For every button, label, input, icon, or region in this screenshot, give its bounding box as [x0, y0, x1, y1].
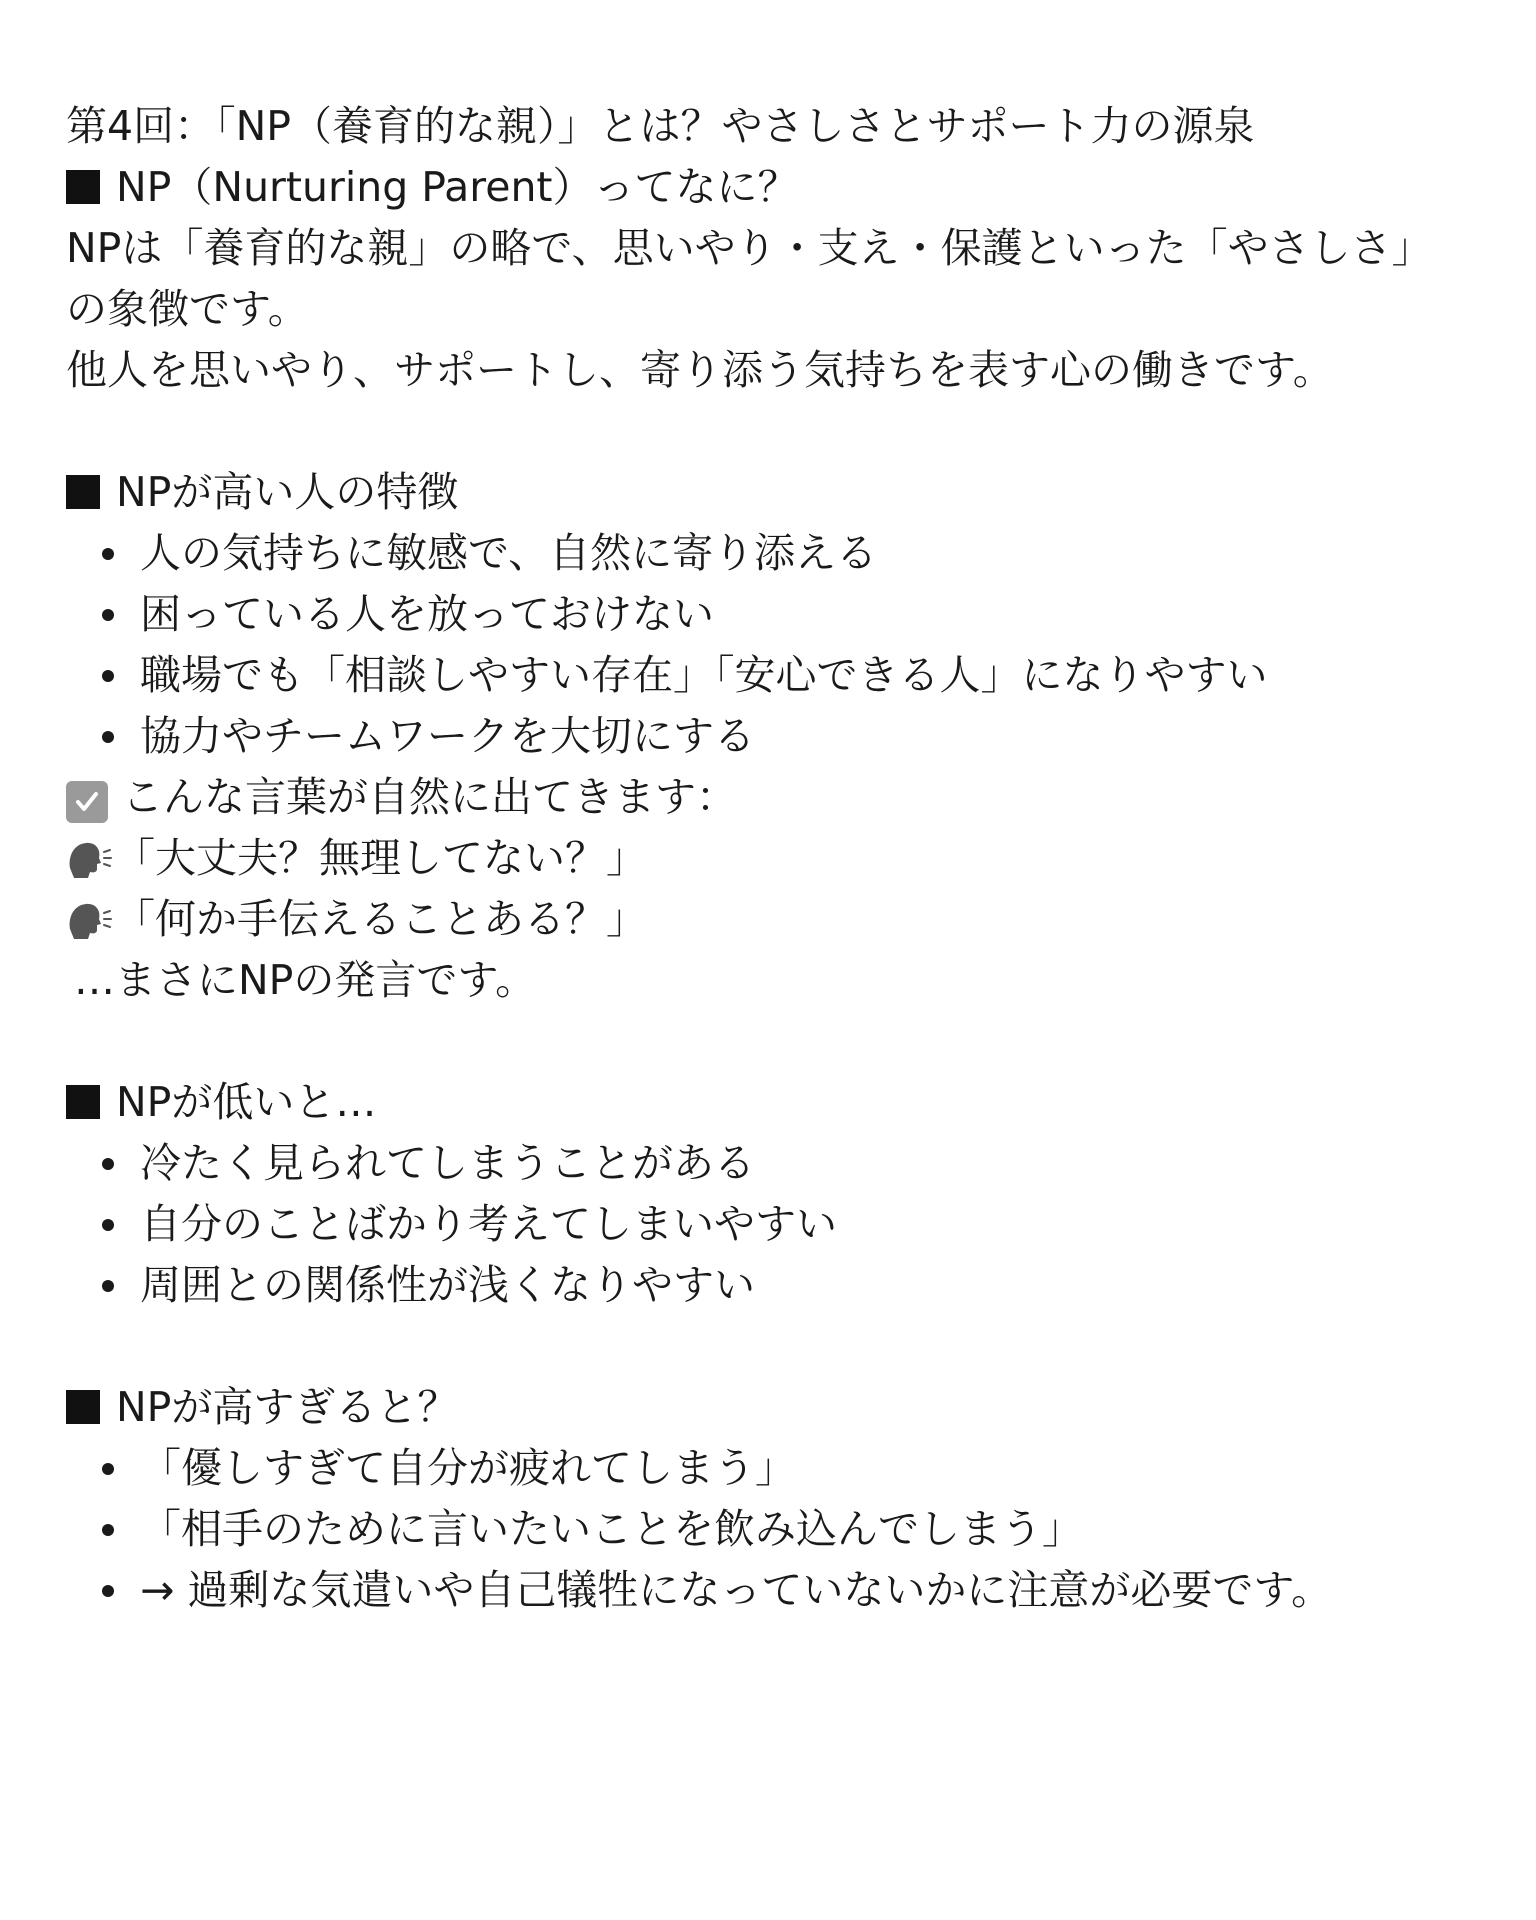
list-item-text: 職場でも「相談しやすい存在」「安心できる人」になりやすい [140, 651, 1268, 699]
bullet-icon [102, 731, 114, 743]
list-item [66, 1560, 1486, 1621]
black-square-icon [66, 1085, 100, 1119]
list-item-text: 冷たく見られてしまうことがある [140, 1139, 755, 1187]
check-line [66, 767, 1486, 828]
section-high-heading-text: NPが高い人の特徴 [116, 468, 459, 516]
document-body [66, 96, 1486, 1621]
speaking-head-icon [66, 836, 112, 878]
closing-line: …まさにNPの発言です。 [74, 956, 537, 1004]
list-item [66, 706, 1486, 767]
section-high-heading [66, 462, 1486, 523]
black-square-icon [66, 475, 100, 509]
list-item [66, 584, 1486, 645]
bullet-icon [102, 1463, 114, 1475]
list-item [66, 1133, 1486, 1194]
list-item-text: → 過剰な気遣いや自己犠牲になっていないかに注意が必要です。 [140, 1566, 1333, 1614]
page-title: 第4回：「NP（養育的な親）」とは？やさしさとサポート力の源泉 [66, 102, 1255, 150]
section-intro-heading [66, 157, 1486, 218]
bullet-icon [102, 609, 114, 621]
quote-text: 「大丈夫？無理してない？」 [114, 834, 647, 882]
bullet-icon [102, 1585, 114, 1597]
list-item-text: 自分のことばかり考えてしまいやすい [140, 1200, 837, 1248]
list-item-text: 困っている人を放っておけない [140, 590, 714, 638]
bullet-icon [102, 548, 114, 560]
intro-paragraph-1: NPは「養育的な親」の略で、思いやり・支え・保護といった「やさしさ」の象徴です。 [66, 224, 1433, 333]
bullet-icon [102, 1524, 114, 1536]
list-item [66, 1499, 1486, 1560]
list-item-text: 周囲との関係性が浅くなりやすい [140, 1261, 755, 1309]
quote-line [66, 889, 1486, 950]
list-item-text: 人の気持ちに敏感で、自然に寄り添える [140, 529, 878, 577]
list-item [66, 1438, 1486, 1499]
list-item [66, 645, 1486, 706]
section-too-high-heading-text: NPが高すぎると？ [116, 1383, 459, 1431]
check-box-icon [66, 781, 108, 823]
spacer [66, 1316, 1486, 1377]
speaking-head-icon [66, 897, 112, 939]
list-item-text: 「優しすぎて自分が疲れてしまう」 [140, 1444, 796, 1492]
section-too-high-heading [66, 1377, 1486, 1438]
quote-text: 「何か手伝えることある？」 [114, 895, 647, 943]
black-square-icon [66, 1390, 100, 1424]
black-square-icon [66, 170, 100, 204]
spacer [66, 401, 1486, 462]
spacer [66, 1011, 1486, 1072]
section-intro-heading-text: NP（Nurturing Parent）ってなに？ [116, 163, 799, 211]
quote-line [66, 828, 1486, 889]
list-item-text: 「相手のために言いたいことを飲み込んでしまう」 [140, 1505, 1083, 1553]
list-item [66, 1255, 1486, 1316]
list-item [66, 523, 1486, 584]
list-item [66, 1194, 1486, 1255]
section-low-heading [66, 1072, 1486, 1133]
section-low-heading-text: NPが低いと… [116, 1078, 377, 1126]
check-line-text: こんな言葉が自然に出てきます： [122, 773, 737, 821]
intro-paragraph-2: 他人を思いやり、サポートし、寄り添う気持ちを表す心の働きです。 [66, 346, 1334, 394]
bullet-icon [102, 1219, 114, 1231]
bullet-icon [102, 1158, 114, 1170]
bullet-icon [102, 670, 114, 682]
list-item-text: 協力やチームワークを大切にする [140, 712, 755, 760]
bullet-icon [102, 1280, 114, 1292]
